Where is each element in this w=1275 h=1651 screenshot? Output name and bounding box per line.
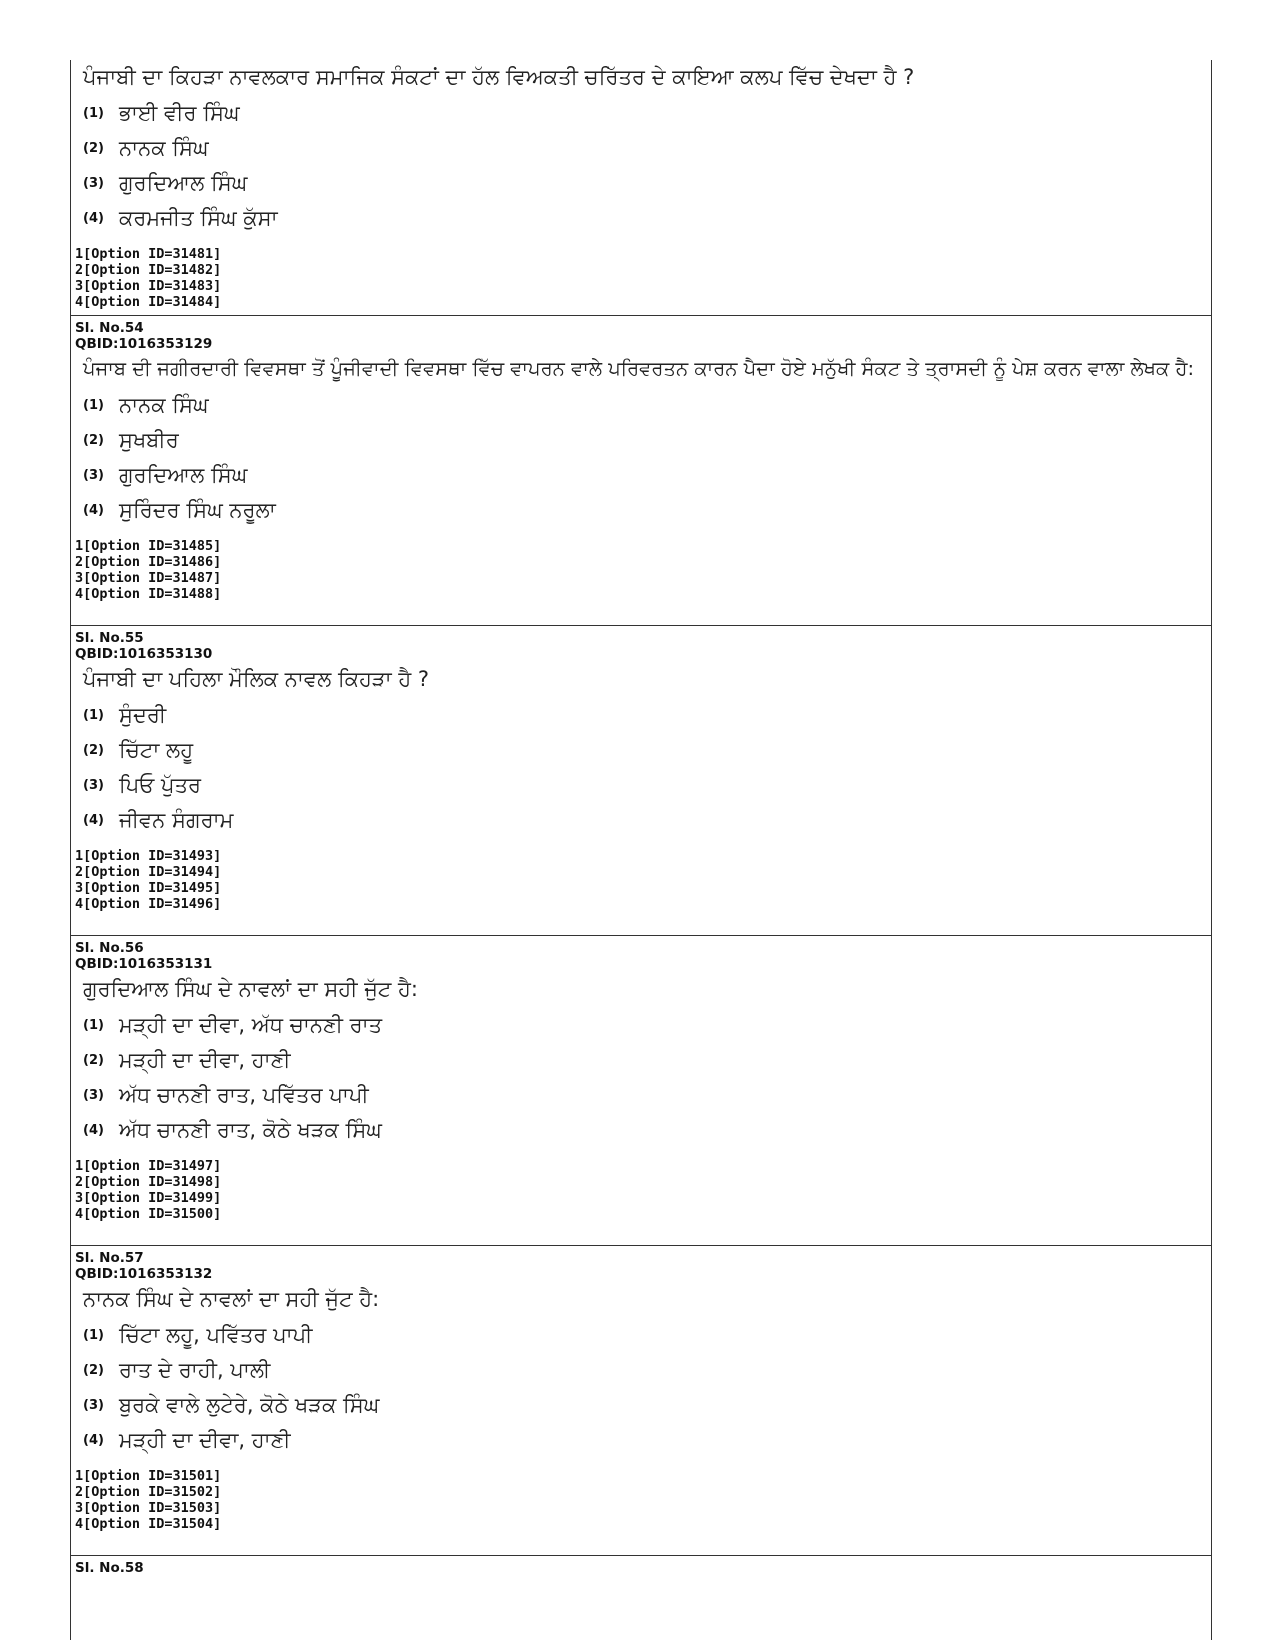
option-id: 4[Option ID=31500] [75,1206,222,1222]
option-number: (1) [83,1328,104,1343]
question-block-53 [71,62,1211,316]
option-text: ਜੀਵਨ ਸੰਗਰਾਮ [119,808,234,832]
option-id: 3[Option ID=31499] [75,1190,222,1206]
option-id: 1[Option ID=31493] [75,848,222,864]
option-id: 2[Option ID=31494] [75,864,222,880]
option-id-list [75,1468,1211,1532]
option-text: ਮੜ੍ਹੀ ਦਾ ਦੀਵਾ, ਹਾਣੀ [119,1048,291,1072]
option-id-list [75,1158,1211,1222]
question-text: ਗੁਰਦਿਆਲ ਸਿੰਘ ਦੇ ਨਾਵਲਾਂ ਦਾ ਸਹੀ ਜੁੱਟ ਹੈ: [83,977,419,1001]
option-text: ਚਿੱਟਾ ਲਹੂ [119,738,194,762]
option-number: (4) [83,211,104,226]
serial-number: Sl. No.58 [75,1560,144,1576]
option-id: 3[Option ID=31495] [75,880,222,896]
option-4 [83,1423,1211,1458]
option-text: ਅੱਧ ਚਾਨਣੀ ਰਾਤ, ਕੋਠੇ ਖੜਕ ਸਿੰਘ [119,1118,382,1142]
option-1 [83,388,1211,423]
option-text: ਕਰਮਜੀਤ ਸਿੰਘ ਕੁੱਸਾ [119,206,278,230]
option-id: 4[Option ID=31504] [75,1516,222,1532]
option-id: 2[Option ID=31502] [75,1484,222,1500]
option-1 [83,96,1211,131]
option-3 [83,1388,1211,1423]
option-text: ਨਾਨਕ ਸਿੰਘ [119,393,209,417]
option-1 [83,1008,1211,1043]
option-4 [83,803,1211,838]
serial-number: Sl. No.56 [75,940,144,956]
option-3 [83,458,1211,493]
option-text: ਭਾਈ ਵੀਰ ਸਿੰਘ [119,101,240,125]
option-2 [83,1043,1211,1078]
option-number: (3) [83,1088,104,1103]
option-2 [83,733,1211,768]
option-text: ਨਾਨਕ ਸਿੰਘ [119,136,209,160]
option-text: ਚਿੱਟਾ ਲਹੂ, ਪਵਿੱਤਰ ਪਾਪੀ [119,1323,313,1347]
option-number: (3) [83,778,104,793]
option-id: 4[Option ID=31496] [75,896,222,912]
option-text: ਬੁਰਕੇ ਵਾਲੇ ਲੁਟੇਰੇ, ਕੋਠੇ ਖੜਕ ਸਿੰਘ [119,1393,380,1417]
option-4 [83,1113,1211,1148]
option-number: (2) [83,1363,104,1378]
option-number: (1) [83,106,104,121]
option-id: 2[Option ID=31482] [75,262,222,278]
option-text: ਗੁਰਦਿਆਲ ਸਿੰਘ [119,171,248,195]
option-id-list [75,246,1211,310]
option-3 [83,1078,1211,1113]
option-number: (4) [83,1123,104,1138]
question-block-58 [71,1556,1211,1578]
option-id: 4[Option ID=31488] [75,586,222,602]
option-id: 2[Option ID=31498] [75,1174,222,1190]
question-sheet [70,60,1212,1640]
option-text: ਸੁਖਬੀਰ [119,428,179,452]
question-text: ਪੰਜਾਬੀ ਦਾ ਕਿਹੜਾ ਨਾਵਲਕਾਰ ਸਮਾਜਿਕ ਸੰਕਟਾਂ ਦਾ ਹੱਲ ਵਿਅਕਤੀ ਚਰਿੱਤਰ ਦੇ ਕਾਇਆ ਕਲਪ ਵਿੱਚ ਦੇਖਦਾ ਹੈ ? [83,65,915,89]
option-id: 1[Option ID=31497] [75,1158,222,1174]
question-text: ਨਾਨਕ ਸਿੰਘ ਦੇ ਨਾਵਲਾਂ ਦਾ ਸਹੀ ਜੁੱਟ ਹੈ: [83,1287,380,1311]
question-text: ਪੰਜਾਬੀ ਦਾ ਪਹਿਲਾ ਮੌਲਿਕ ਨਾਵਲ ਕਿਹੜਾ ਹੈ ? [83,667,430,691]
option-1 [83,698,1211,733]
qbid: QBID:1016353131 [75,956,213,972]
qbid: QBID:1016353129 [75,336,213,352]
option-3 [83,768,1211,803]
option-number: (2) [83,433,104,448]
option-id: 1[Option ID=31481] [75,246,222,262]
option-2 [83,423,1211,458]
serial-number: Sl. No.57 [75,1250,144,1266]
option-text: ਅੱਧ ਚਾਨਣੀ ਰਾਤ, ਪਵਿੱਤਰ ਪਾਪੀ [119,1083,369,1107]
option-id: 1[Option ID=31501] [75,1468,222,1484]
qbid: QBID:1016353132 [75,1266,213,1282]
option-text: ਪਿਓ ਪੁੱਤਰ [119,773,202,797]
option-text: ਮੜ੍ਹੀ ਦਾ ਦੀਵਾ, ਹਾਣੀ [119,1428,291,1452]
option-2 [83,131,1211,166]
option-number: (1) [83,398,104,413]
option-id: 3[Option ID=31487] [75,570,222,586]
option-text: ਰਾਤ ਦੇ ਰਾਹੀ, ਪਾਲੀ [119,1358,271,1382]
question-block-54 [71,316,1211,626]
option-text: ਸੁੰਦਰੀ [119,703,167,727]
option-number: (4) [83,503,104,518]
question-block-56 [71,936,1211,1246]
option-4 [83,493,1211,528]
option-number: (4) [83,813,104,828]
option-2 [83,1353,1211,1388]
question-block-55 [71,626,1211,936]
option-id: 2[Option ID=31486] [75,554,222,570]
option-text: ਸੁਰਿੰਦਰ ਸਿੰਘ ਨਰੂਲਾ [119,498,276,522]
option-number: (2) [83,141,104,156]
option-id: 4[Option ID=31484] [75,294,222,310]
option-number: (1) [83,708,104,723]
option-text: ਗੁਰਦਿਆਲ ਸਿੰਘ [119,463,248,487]
option-number: (3) [83,176,104,191]
option-id: 1[Option ID=31485] [75,538,222,554]
qbid: QBID:1016353130 [75,646,213,662]
option-number: (1) [83,1018,104,1033]
question-block-57 [71,1246,1211,1556]
option-number: (3) [83,1398,104,1413]
option-number: (2) [83,1053,104,1068]
option-text: ਮੜ੍ਹੀ ਦਾ ਦੀਵਾ, ਅੱਧ ਚਾਨਣੀ ਰਾਤ [119,1013,383,1037]
serial-number: Sl. No.55 [75,630,144,646]
option-3 [83,166,1211,201]
option-number: (2) [83,743,104,758]
option-id-list [75,538,1211,602]
option-id: 3[Option ID=31483] [75,278,222,294]
option-4 [83,201,1211,236]
option-1 [83,1318,1211,1353]
serial-number: Sl. No.54 [75,320,144,336]
option-number: (4) [83,1433,104,1448]
option-number: (3) [83,468,104,483]
question-text: ਪੰਜਾਬ ਦੀ ਜਗੀਰਦਾਰੀ ਵਿਵਸਥਾ ਤੋਂ ਪੂੰਜੀਵਾਦੀ ਵਿਵਸਥਾ ਵਿੱਚ ਵਾਪਰਨ ਵਾਲੇ ਪਰਿਵਰਤਨ ਕਾਰਨ ਪੈਦਾ ਹੋਏ ਮਨੁੱਖੀ ਸੰਕਟ ਤੇ ਤ੍ਰਾਸਦੀ ਨੂੰ ਪੇਸ਼ ਕਰਨ ਵਾਲਾ ਲੇਖਕ ਹੈ: [83,357,1195,380]
option-id-list [75,848,1211,912]
option-id: 3[Option ID=31503] [75,1500,222,1516]
